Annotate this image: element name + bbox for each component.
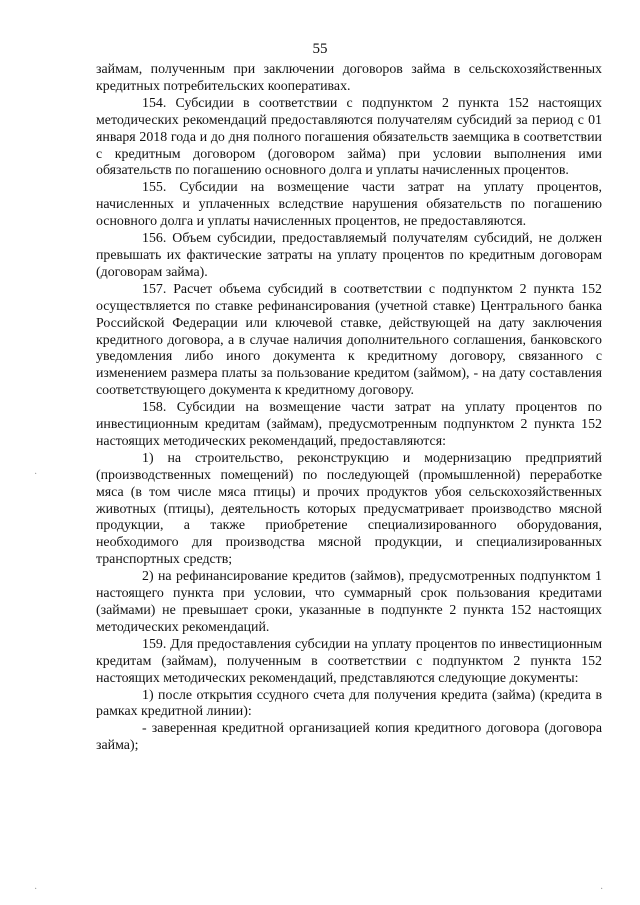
paragraph-155: 155. Субсидии на возмещение части затрат на уплату процентов, начисленных и уплаченных вследствие нарушения обязательств по погашению основного долга и уплаты начисленных процентов, не предоставляются. (96, 180, 602, 230)
paragraph-159-item-1: 1) после открытия ссудного счета для получения кредита (займа) (кредита в рамках кредитной линии): (96, 687, 602, 720)
paragraph-158-item-1: 1) на строительство, реконструкцию и модернизацию предприятий (производственных помещений) по последующей (промышленной) переработке мяса (в том числе мяса птицы) и прочих продуктов убоя сельскохозяйственных животных (птицы), деятельность которых предусматривает производство мясной продукции, а также приобретение специализированного оборудования, необходимого для производства мясной продукции, и специализированных транспортных средств; (96, 450, 602, 568)
paragraph-158-item-2: 2) на рефинансирование кредитов (займов), предусмотренных подпунктом 1 настоящего пункта при условии, что суммарный срок пользования кредитами (займами) не превышает сроки, указанные в подпункте 2 пункта 152 настоящих методических рекомендаций. (96, 569, 602, 635)
scan-speck: · (600, 884, 604, 895)
paragraph-159: 159. Для предоставления субсидии на уплату процентов по инвестиционным кредитам (займам), полученным в соответствии с подпунктом 2 пункта 152 настоящих методических рекомендаций, представляются следующие документы: (96, 636, 602, 686)
scan-speck: · (34, 884, 38, 895)
paragraph-159-dash-item: - заверенная кредитной организацией копия кредитного договора (договора займа); (96, 721, 602, 754)
paragraph-154: 154. Субсидии в соответствии с подпунктом 2 пункта 152 настоящих методических рекомендаций предоставляются получателям субсидий за период с 01 января 2018 года и до дня полного погашения обязательств заемщика в соответствии с кредитным договором (договором займа) при условии выполнения ими обязательств по погашению основного долга и уплаты начисленных процентов. (96, 95, 602, 179)
paragraph-156: 156. Объем субсидии, предоставляемый получателям субсидий, не должен превышать их фактические затраты на уплату процентов по кредитным договорам (договорам займа). (96, 231, 602, 280)
paragraph-157: 157. Расчет объема субсидий в соответствии с подпунктом 2 пункта 152 осуществляется по ставке рефинансирования (учетной ставке) Центрального банка Российской Федерации или ключевой ставке, действующей на дату заключения кредитного договора, а в случае наличия дополнительного соглашения, банковского уведомления либо иного документа к кредитному договору, связанного с изменением размера платы за пользование кредитом (займом), - на дату составления соответствующего документа к кредитному договору. (96, 281, 602, 399)
scan-speck: · (34, 469, 38, 480)
document-body (96, 62, 602, 755)
page-number: 55 (312, 41, 328, 57)
paragraph-158: 158. Субсидии на возмещение части затрат на уплату процентов по инвестиционным кредитам (займам), предусмотренным подпунктом 2 пункта 152 настоящих методических рекомендаций, предоставляются: (96, 400, 602, 449)
paragraph-continuation: займам, полученным при заключении договоров займа в сельскохозяйственных кредитных потребительских кооперативах. (96, 62, 602, 94)
